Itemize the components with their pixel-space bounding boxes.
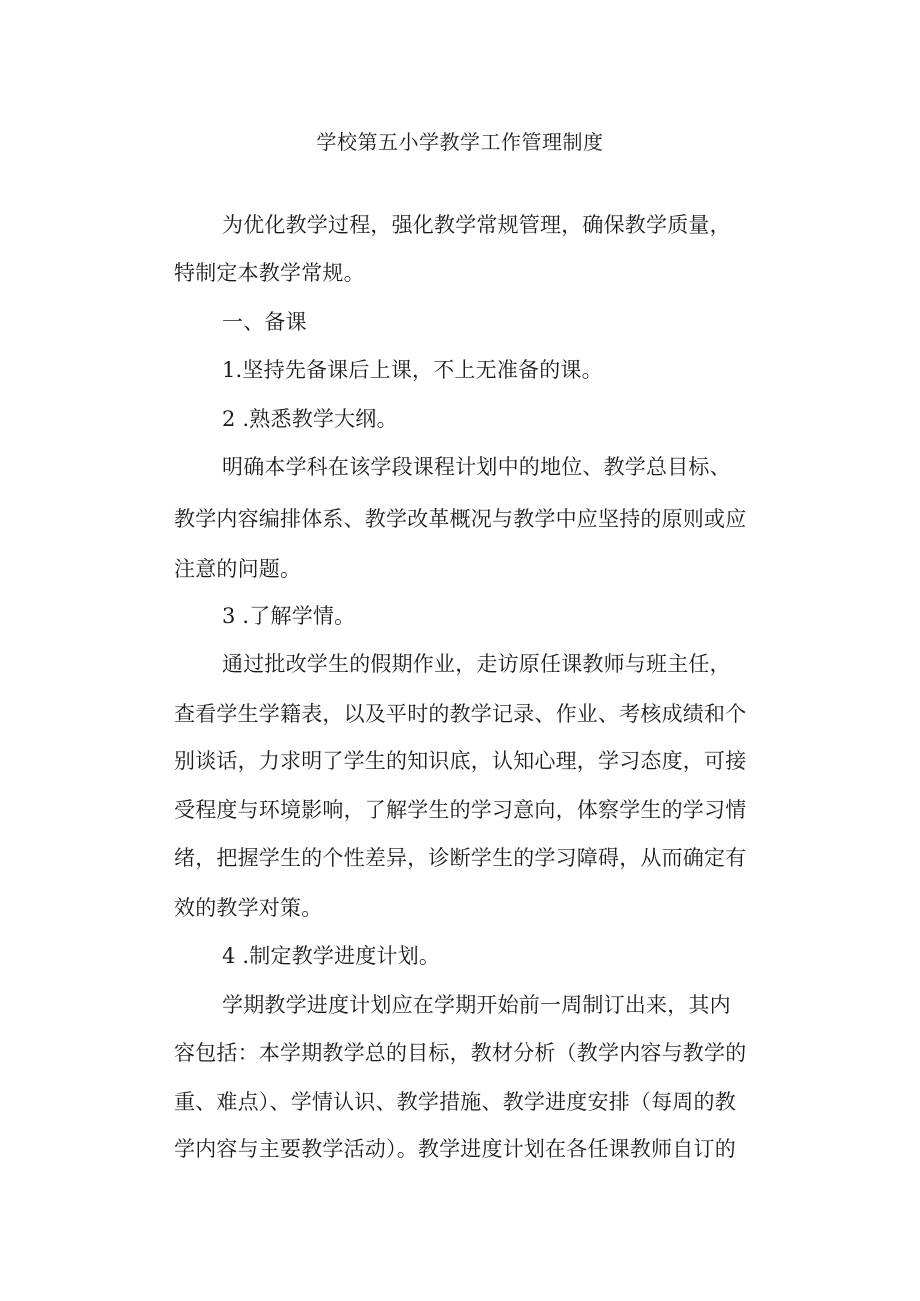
paragraph-line: 绪，把握学生的个性差异，诊断学生的学习障碍，从而确定有	[174, 846, 747, 870]
list-item: 1.坚持先备课后上课，不上无准备的课。	[222, 358, 603, 382]
document-title: 学校第五小学教学工作管理制度	[316, 130, 604, 154]
paragraph-line: 通过批改学生的假期作业，走访原任课教师与班主任，	[222, 652, 731, 676]
paragraph-line: 容包括：本学期教学总的目标，教材分析（教学内容与教学的	[174, 1041, 747, 1065]
paragraph-line: 重、难点）、学情认识、教学措施、教学进度安排（每周的教	[174, 1090, 736, 1114]
section-heading: 一、备课	[222, 310, 307, 334]
paragraph-line: 为优化教学过程，强化教学常规管理，确保教学质量，	[222, 213, 731, 237]
paragraph-line: 查看学生学籍表，以及平时的教学记录、作业、考核成绩和个	[174, 702, 747, 726]
paragraph-line: 别谈话，力求明了学生的知识底，认知心理，学习态度，可接	[174, 749, 747, 773]
paragraph-line: 受程度与环境影响，了解学生的学习意向，体察学生的学习情	[174, 798, 747, 822]
list-item: 4 .制定教学进度计划。	[222, 944, 441, 968]
paragraph-line: 效的教学对策。	[174, 896, 323, 920]
list-item: 3 .了解学情。	[222, 604, 356, 628]
paragraph-line: 学期教学进度计划应在学期开始前一周制订出来，其内	[222, 993, 731, 1017]
list-item: 2 .熟悉教学大纲。	[222, 407, 398, 431]
paragraph-line: 明确本学科在该学段课程计划中的地位、教学总目标、	[222, 455, 731, 479]
paragraph-line: 教学内容编排体系、教学改革概况与教学中应坚持的原则或应	[174, 507, 747, 531]
paragraph-line: 特制定本教学常规。	[174, 261, 365, 285]
paragraph-line: 学内容与主要教学活动）。教学进度计划在各任课教师自订的	[174, 1137, 736, 1161]
paragraph-line: 注意的问题。	[174, 557, 302, 581]
